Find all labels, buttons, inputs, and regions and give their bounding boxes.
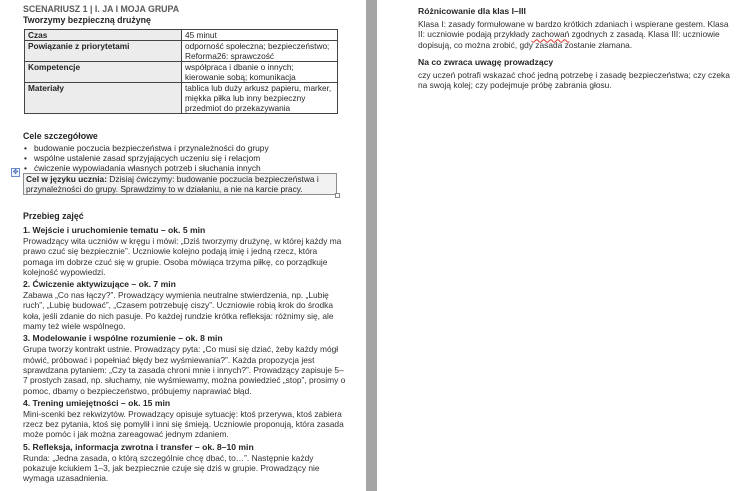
goals-list (23, 143, 348, 173)
table-key: Czas (25, 30, 182, 41)
list-item: • budowanie poczucia bezpieczeństwa i przynależności do grupy (23, 143, 348, 153)
table-value: 45 minut (182, 30, 338, 41)
step-block (23, 279, 348, 331)
attention-text: czy uczeń potrafi wskazać choć jedną potrzebę i zasadę bezpieczeństwa; czy czeka na swoją kolej; czy podejmuje próbę zabrania głosu. (418, 69, 730, 91)
list-item: • ćwiczenie wypowiadania własnych potrzeb i słuchania innych (23, 163, 348, 173)
spelling-error-word[interactable]: zachowań (531, 29, 570, 40)
goals-heading: Cele szczegółowe (23, 131, 98, 141)
step-title: 1. Wejście i uruchomienie tematu – ok. 5 min (23, 225, 206, 235)
table-row (25, 41, 338, 62)
document-page-left[interactable] (0, 0, 366, 491)
step-title: 5. Refleksja, informacja zwrotna i transfer – ok. 8–10 min (23, 441, 254, 452)
table-value: współpraca i dbanie o innych; kierowanie sobą; komunikacja (182, 62, 338, 83)
step-block (23, 225, 348, 277)
table-resize-handle[interactable] (335, 193, 340, 198)
step-text: Runda: „Jedna zasada, o którą szczególnie chcę dbać, to…”. Następnie każdy pokazuje kciukiem 1–3, jak bezpiecznie czuje się dziś w grupie. Prowadzący nie wymaga uzasadnienia. (23, 452, 320, 484)
table-key: Powiązanie z priorytetami (25, 41, 182, 62)
student-goal-label: Cel w języku ucznia: (26, 174, 107, 184)
table-key: Materiały (25, 83, 182, 114)
table-row (25, 62, 338, 83)
step-text: Mini-scenki bez rekwizytów. Prowadzący opisuje sytuację: ktoś przerywa, ktoś zabiera rzecz bez pytania, ktoś się pomylił i inni się śmieją. Uczniowie proponują, która zasada może pomóc i jak można zareagować jednym zdaniem. (23, 408, 344, 440)
differentiation-text-part: Klasa I: zasady formułowane w bardzo krótkich zdaniach i wspierane gestem. Klasa II: uczniowie podają przykłady (418, 19, 729, 40)
table-row (25, 30, 338, 41)
info-table (24, 29, 338, 114)
step-text: Prowadzący wita uczniów w kręgu i mówi: „Dziś tworzymy drużynę, w której każdy ma prawo czuć się bezpiecznie”. Uczniowie kolejno podają imię i jedną rzecz, która pomaga im dobrze czuć się w grupie. Osoba mówiąca trzyma piłkę, co porządkuje kolejność wypowiedzi. (23, 236, 342, 277)
document-page-right[interactable] (377, 0, 750, 491)
differentiation-text-part: zgodnych z zasadą. Klasa III: uczniowie dopisują, co można zrobić, gdy zasada zostanie złamana. (418, 29, 720, 50)
scenario-subtitle: Tworzymy bezpieczną drużynę (23, 15, 151, 25)
page-gap (366, 0, 377, 491)
table-move-handle-icon[interactable]: ✥ (12, 169, 19, 176)
step-text: Grupa tworzy kontrakt ustnie. Prowadzący pyta: „Co musi się dziać, żeby każdy mógł mówić, próbować i popełniać błędy bez wyśmiewania?”. Każda propozycja jest sprawdzana pytaniem: „Czy ta zasada chroni mnie i innych?”. Prowadzący zapisuje 5–7 prostych zasad, np. słuchamy, nie wyśmiewamy, można powiedzieć „stop”, prosimy o pomoc, dbamy o bezpieczeństwo, próbujemy naprawiać błąd. (23, 344, 346, 396)
differentiation-text (418, 19, 736, 50)
step-block (23, 442, 348, 484)
step-block (23, 333, 348, 395)
table-row (25, 83, 338, 114)
attention-heading: Na co zwraca uwagę prowadzący (418, 56, 554, 67)
step-block (23, 398, 348, 440)
scenario-header: SCENARIUSZ 1 | I. JA I MOJA GRUPA (23, 4, 180, 14)
step-title: 2. Ćwiczenie aktywizujące – ok. 7 min (23, 279, 176, 290)
table-value: tablica lub duży arkusz papieru, marker, miękka piłka lub inny bezpieczny przedmiot do przekazywania (182, 83, 338, 114)
student-goal-box[interactable] (12, 169, 337, 195)
table-value: odporność społeczna; bezpieczeństwo; Reforma26: sprawczość (182, 41, 338, 62)
list-item: • wspólne ustalenie zasad sprzyjających uczeniu się i relacjom (23, 153, 348, 163)
step-text: Zabawa „Co nas łączy?”. Prowadzący wymienia neutralne stwierdzenia, np. „Lubię ruch”, „Lubię budować”, „Czasem potrzebuję ciszy”. Uczniowie robią krok do środka koła, jeśli zdanie do nich pasuje. Po każdej rundzie krótka refleksja: różnimy się, ale mamy też wiele wspólnego. (23, 290, 334, 332)
student-goal-text: Dzisiaj ćwiczymy: budowanie poczucia bezpieczeństwa i przynależności do grupy. Sprawdzimy to w działaniu, a nie na karcie pracy. (26, 174, 319, 194)
lesson-heading: Przebieg zajęć (23, 211, 84, 221)
table-key: Kompetencje (25, 62, 182, 83)
step-title: 4. Trening umiejętności – ok. 15 min (23, 397, 171, 408)
step-title: 3. Modelowanie i wspólne rozumienie – ok. 8 min (23, 333, 223, 344)
differentiation-heading: Różnicowanie dla klas I–III (418, 6, 526, 16)
